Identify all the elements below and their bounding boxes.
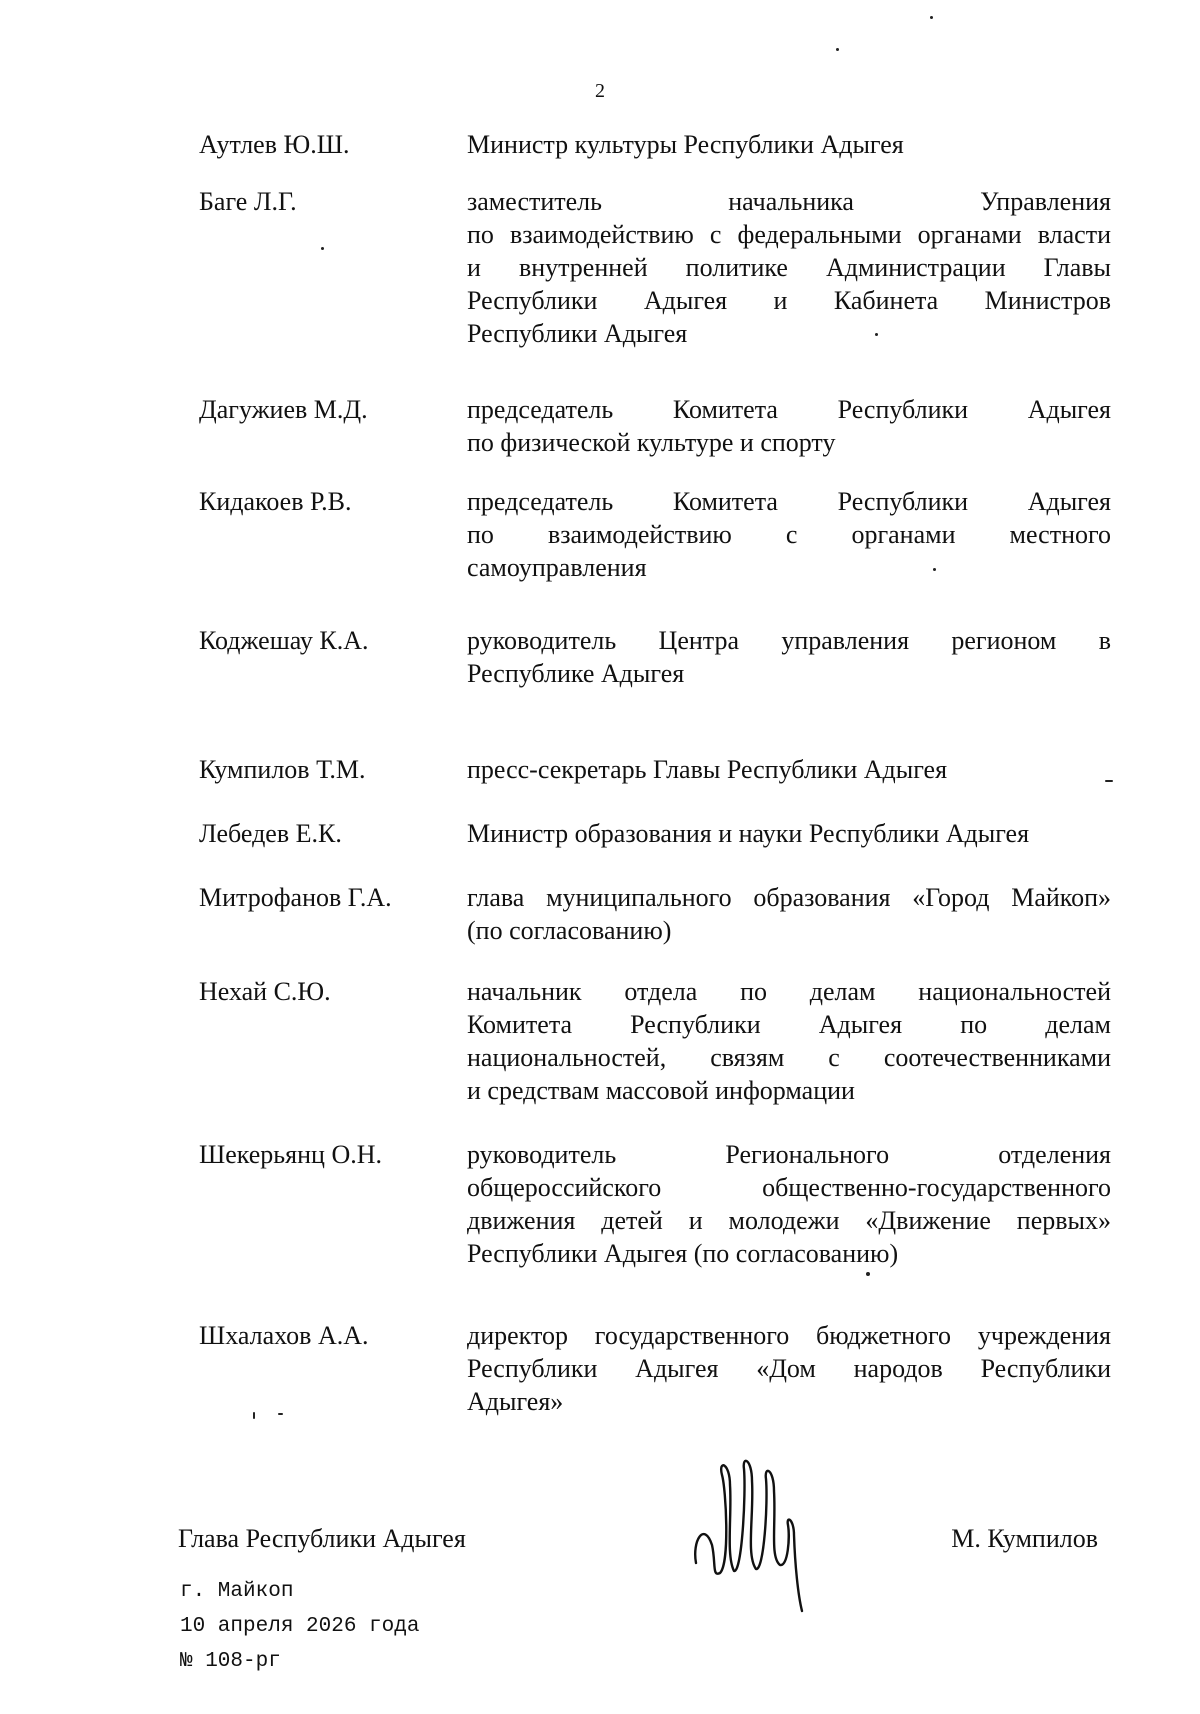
member-role-line: руководитель Регионального отделения xyxy=(467,1140,1111,1169)
member-row xyxy=(199,975,1111,1107)
member-row xyxy=(199,817,1111,850)
member-role xyxy=(467,485,1111,584)
member-role-line: и внутренней политике Администрации Главы xyxy=(467,253,1111,282)
scan-speck xyxy=(278,1413,283,1415)
member-role-line: Комитета Республики Адыгея по делам xyxy=(467,1010,1111,1039)
scan-speck xyxy=(1105,780,1113,782)
member-name: Коджешау К.А. xyxy=(199,626,369,655)
member-name: Дагужиев М.Д. xyxy=(199,395,368,424)
member-role xyxy=(467,624,1111,690)
member-role-line: Министр образования и науки Республики Адыгея xyxy=(467,819,1030,848)
member-role xyxy=(467,393,1111,459)
member-role-line: общероссийского общественно-государственного xyxy=(467,1173,1111,1202)
member-role xyxy=(467,1319,1111,1418)
member-role-line: и средствам массовой информации xyxy=(467,1076,855,1105)
footer-city: г. Майкоп xyxy=(180,1580,294,1603)
member-role xyxy=(467,817,1111,850)
member-name: Шхалахов А.А. xyxy=(199,1321,369,1350)
member-role-line: по взаимодействию с федеральными органами власти xyxy=(467,220,1111,249)
member-name: Лебедев Е.К. xyxy=(199,819,342,848)
member-row xyxy=(199,1138,1111,1270)
member-role-line: глава муниципального образования «Город Майкоп» xyxy=(467,883,1111,912)
member-name: Аутлев Ю.Ш. xyxy=(199,130,350,159)
member-name: Кидакоев Р.В. xyxy=(199,487,352,516)
footer-number: № 108-рг xyxy=(180,1650,281,1673)
member-role-line: по физической культуре и спорту xyxy=(467,428,836,457)
member-role-line: самоуправления xyxy=(467,553,647,582)
member-role-line: по взаимодействию с органами местного xyxy=(467,520,1111,549)
footer-date: 10 апреля 2026 года xyxy=(180,1615,420,1638)
member-row xyxy=(199,881,1111,947)
document-footer xyxy=(180,1574,419,1679)
member-role-line: начальник отдела по делам национальностей xyxy=(467,977,1111,1006)
member-role xyxy=(467,753,1111,786)
member-row xyxy=(199,185,1111,350)
scan-speck xyxy=(253,1412,255,1419)
scan-speck xyxy=(321,247,324,250)
signer-title: Глава Республики Адыгея xyxy=(178,1524,466,1553)
member-row xyxy=(199,128,1111,161)
member-role-line: директор государственного бюджетного учреждения xyxy=(467,1321,1111,1350)
member-row xyxy=(199,624,1111,690)
scan-speck xyxy=(933,568,936,571)
handwritten-signature xyxy=(690,1445,840,1620)
member-role-line: Республики Адыгея «Дом народов Республики xyxy=(467,1354,1111,1383)
member-name: Баге Л.Г. xyxy=(199,187,297,216)
member-name: Шекерьянц О.Н. xyxy=(199,1140,382,1169)
member-name: Нехай С.Ю. xyxy=(199,977,331,1006)
member-role-line: Республике Адыгея xyxy=(467,659,685,688)
member-role-line: Республики Адыгея xyxy=(467,319,688,348)
member-role-line: председатель Комитета Республики Адыгея xyxy=(467,395,1111,424)
member-role-line: пресс-секретарь Главы Республики Адыгея xyxy=(467,755,948,784)
member-role-line: заместитель начальника Управления xyxy=(467,187,1111,216)
member-role xyxy=(467,128,1111,161)
scan-speck xyxy=(930,16,933,19)
member-row xyxy=(199,1319,1111,1418)
member-role xyxy=(467,975,1111,1107)
member-row xyxy=(199,753,1111,786)
member-role-line: национальностей, связям с соотечественниками xyxy=(467,1043,1111,1072)
member-row xyxy=(199,485,1111,584)
member-name: Кумпилов Т.М. xyxy=(199,755,366,784)
member-role-line: Республики Адыгея (по согласованию) xyxy=(467,1239,899,1268)
page-number: 2 xyxy=(595,80,605,102)
scan-speck xyxy=(866,1272,870,1276)
scan-speck xyxy=(875,333,878,336)
scan-speck xyxy=(836,48,839,51)
member-role xyxy=(467,185,1111,350)
member-name: Митрофанов Г.А. xyxy=(199,883,392,912)
signer-name: М. Кумпилов xyxy=(951,1524,1098,1553)
member-role-line: председатель Комитета Республики Адыгея xyxy=(467,487,1111,516)
member-role xyxy=(467,881,1111,947)
member-role-line: Министр культуры Республики Адыгея xyxy=(467,130,904,159)
member-role-line: руководитель Центра управления регионом в xyxy=(467,626,1111,655)
member-row xyxy=(199,393,1111,459)
member-role-line: (по согласованию) xyxy=(467,916,672,945)
member-role-line: движения детей и молодежи «Движение первых» xyxy=(467,1206,1111,1235)
member-role-line: Республики Адыгея и Кабинета Министров xyxy=(467,286,1111,315)
member-role xyxy=(467,1138,1111,1270)
member-role-line: Адыгея» xyxy=(467,1387,564,1416)
